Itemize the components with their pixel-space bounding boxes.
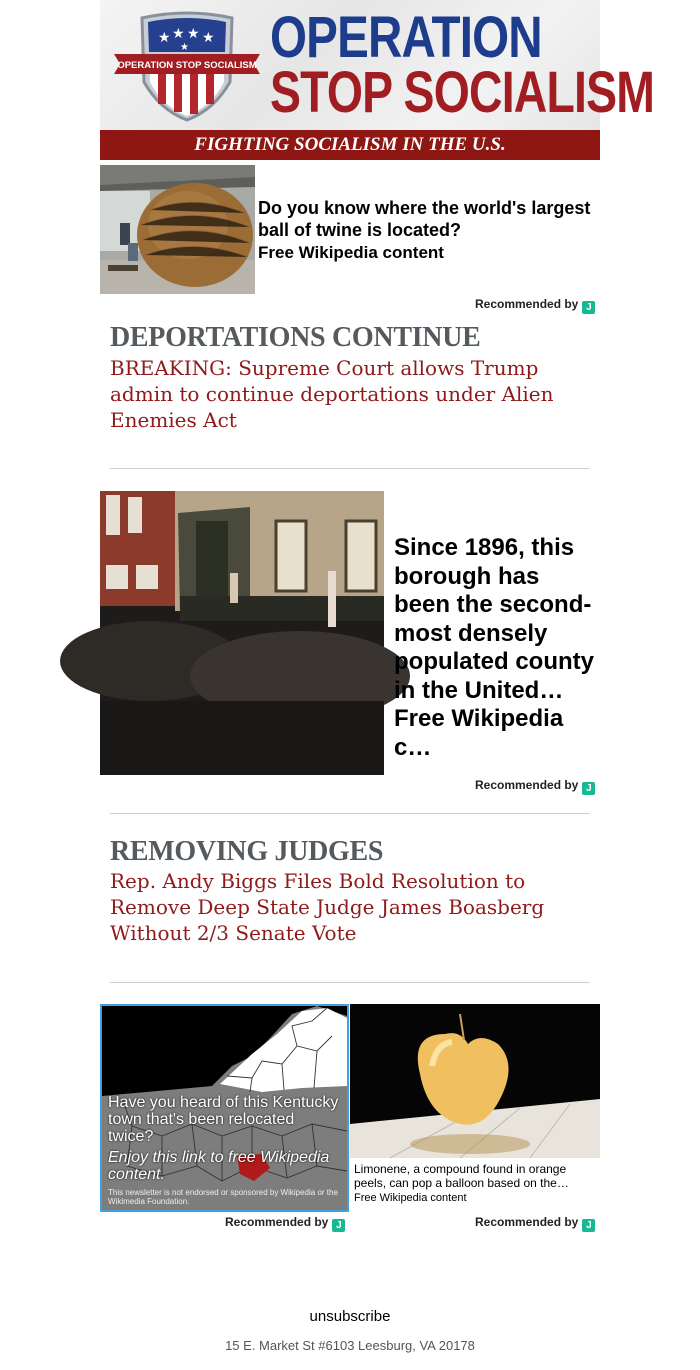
- divider: [110, 982, 590, 983]
- recommended-by-label[interactable]: [225, 1215, 345, 1232]
- ad-text[interactable]: Limonene, a compound found in orange peels, can pop a balloon based on the…: [354, 1162, 569, 1190]
- recommender-logo-icon: J: [582, 782, 595, 795]
- ad-source: Free Wikipedia content: [258, 243, 444, 262]
- header-banner[interactable]: [100, 0, 655, 160]
- recommended-ad-kentucky[interactable]: [100, 1004, 349, 1212]
- recommender-logo-icon: J: [332, 1219, 345, 1232]
- tagline-banner: FIGHTING SOCIALISM IN THE U.S.: [100, 130, 600, 160]
- ad-text[interactable]: Do you know where the world's largest ball of twine is located?: [258, 198, 591, 240]
- unsubscribe-link[interactable]: unsubscribe: [309, 1308, 391, 1325]
- ad-cta[interactable]: Enjoy this link to free Wikipedia content.: [108, 1149, 330, 1183]
- footer-address: 15 E. Market St #6103 Leesburg, VA 20178: [225, 1338, 475, 1353]
- recommender-logo-icon: J: [582, 1219, 595, 1232]
- ad-source: Free Wikipedia content: [354, 1192, 467, 1204]
- recommended-text: Recommended by: [475, 778, 579, 792]
- svg-text:★: ★: [187, 26, 200, 42]
- recommended-by-label[interactable]: [475, 297, 595, 314]
- recommended-ad-twine[interactable]: [100, 165, 600, 313]
- recommended-text: Recommended by: [475, 1215, 579, 1229]
- svg-text:★: ★: [158, 30, 171, 46]
- twine-ball-image[interactable]: [100, 165, 255, 294]
- ad-headline[interactable]: [394, 534, 600, 762]
- ad-text[interactable]: Have you heard of this Kentucky town that's been relocated twice?: [108, 1094, 339, 1145]
- brand-title-line1: OPERATION: [270, 5, 542, 70]
- article-link-judges[interactable]: Rep. Andy Biggs Files Bold Resolution to Remove Deep State Judge James Boasberg Without 2/3 Senate Vote: [110, 869, 545, 945]
- article-heading-deportations: DEPORTATIONS CONTINUE: [110, 322, 481, 353]
- ad-headline[interactable]: [258, 197, 598, 264]
- divider: [110, 813, 590, 814]
- ad-source: Free Wikipedia c…: [394, 705, 564, 761]
- recommended-text: Recommended by: [475, 297, 579, 311]
- recommended-by-label[interactable]: [475, 1215, 595, 1232]
- balloon-image[interactable]: [350, 1004, 600, 1158]
- disclaimer-note: This newsletter is not endorsed or sponsored by Wikipedia or the Wikimedia Foundation.: [108, 1188, 338, 1206]
- svg-text:★: ★: [180, 42, 189, 53]
- recommended-text: Recommended by: [225, 1215, 329, 1229]
- recommended-by-label[interactable]: [475, 778, 595, 795]
- article-link-deportations[interactable]: BREAKING: Supreme Court allows Trump admin to continue deportations under Alien Enemies Act: [110, 356, 554, 432]
- brooklyn-street-image[interactable]: [100, 491, 384, 775]
- recommender-logo-icon: J: [582, 301, 595, 314]
- svg-text:★: ★: [172, 26, 185, 42]
- divider: [110, 468, 590, 469]
- ad-headline[interactable]: [354, 1162, 598, 1205]
- svg-text:★: ★: [202, 30, 215, 46]
- ad-headline[interactable]: [108, 1094, 343, 1183]
- article-heading-judges: REMOVING JUDGES: [110, 836, 384, 867]
- brand-title-line2: STOP SOCIALISM: [270, 60, 655, 125]
- ad-text[interactable]: Since 1896, this borough has been the second-most densely populated county in the United…: [394, 534, 594, 704]
- shield-text: OPERATION STOP SOCIALISM: [117, 60, 257, 71]
- shield-logo-icon: [114, 12, 260, 124]
